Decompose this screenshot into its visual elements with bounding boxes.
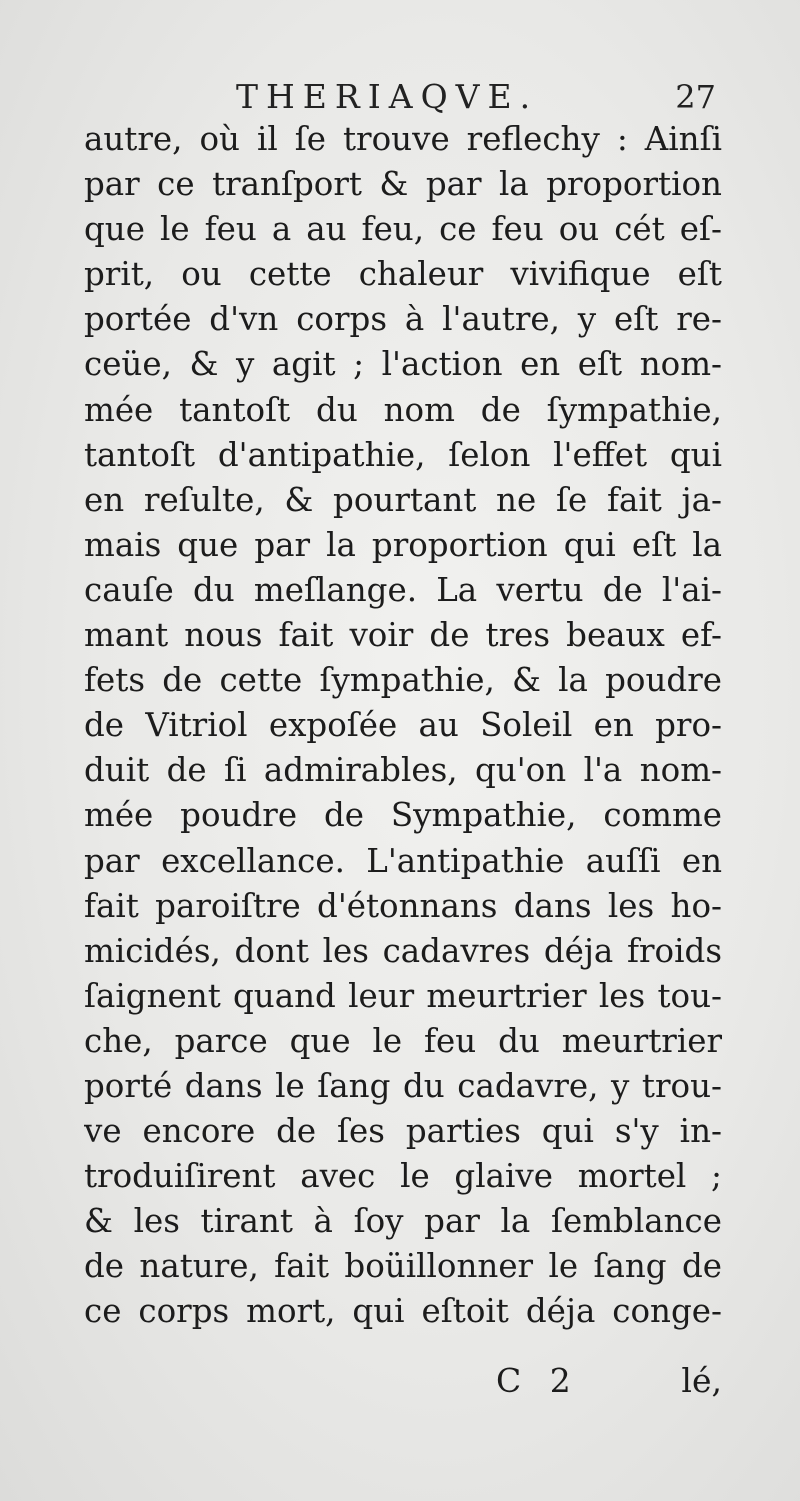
text-line: portée d'vn corps à l'autre, y eſt re- [84,300,722,339]
text-line: ve encore de ſes parties qui s'y in- [84,1112,722,1151]
text-line: autre, où il ſe trouve reflechy : Ainſi [84,120,722,158]
text-line: mais que par la proportion qui eſt la [84,525,722,564]
text-line: par ce tranſport & par la proportion [84,165,722,204]
text-line: de nature, fait boüillonner le ſang de [84,1247,722,1286]
text-line: duit de ſi admirables, qu'on l'a nom- [84,751,722,790]
text-line: fets de cette ſympathie, & la poudre [84,661,722,700]
text-line: fait paroiſtre d'étonnans dans les ho- [84,886,722,925]
page-number: 27 [675,78,716,116]
text-line: ce corps mort, qui eſtoit déja conge- [84,1292,722,1331]
text-line: porté dans le ſang du cadavre, y trou- [84,1066,722,1105]
page-footer [84,1357,722,1405]
text-line: que le feu a au feu, ce feu ou cét eſ- [84,210,722,249]
text-line: cauſe du meſlange. La vertu de l'ai- [84,570,722,609]
text-line: ſaignent quand leur meurtrier les tou- [84,976,722,1015]
text-line: prit, ou cette chaleur vivifique eſt [84,255,722,294]
text-line: par excellance. L'antipathie auſſi en [84,841,722,880]
text-line: mant nous fait voir de tres beaux ef- [84,616,722,655]
text-line: en reſulte, & pourtant ne ſe fait ja- [84,480,722,519]
text-line: micidés, dont les cadavres déja froids [84,931,722,970]
catchword: lé, [681,1361,722,1400]
signature-mark: C 2 [496,1361,571,1400]
body-text [84,117,722,1335]
text-line: troduiſirent avec le glaive mortel ; [84,1157,722,1196]
text-line: che, parce que le feu du meurtrier [84,1021,722,1060]
text-line: tantoſt d'antipathie, ſelon l'effet qui [84,435,722,474]
text-line: mée tantoſt du nom de ſympathie, [84,390,722,429]
text-line: & les tirant à ſoy par la ſemblance [84,1202,722,1241]
text-line: de Vitriol expoſée au Soleil en pro- [84,706,722,745]
text-line: ceüe, & y agit ; l'action en eſt nom- [84,345,722,384]
text-line: mée poudre de Sympathie, comme [84,796,722,835]
page-header [86,72,716,122]
running-title: THERIAQVE. [236,77,539,116]
